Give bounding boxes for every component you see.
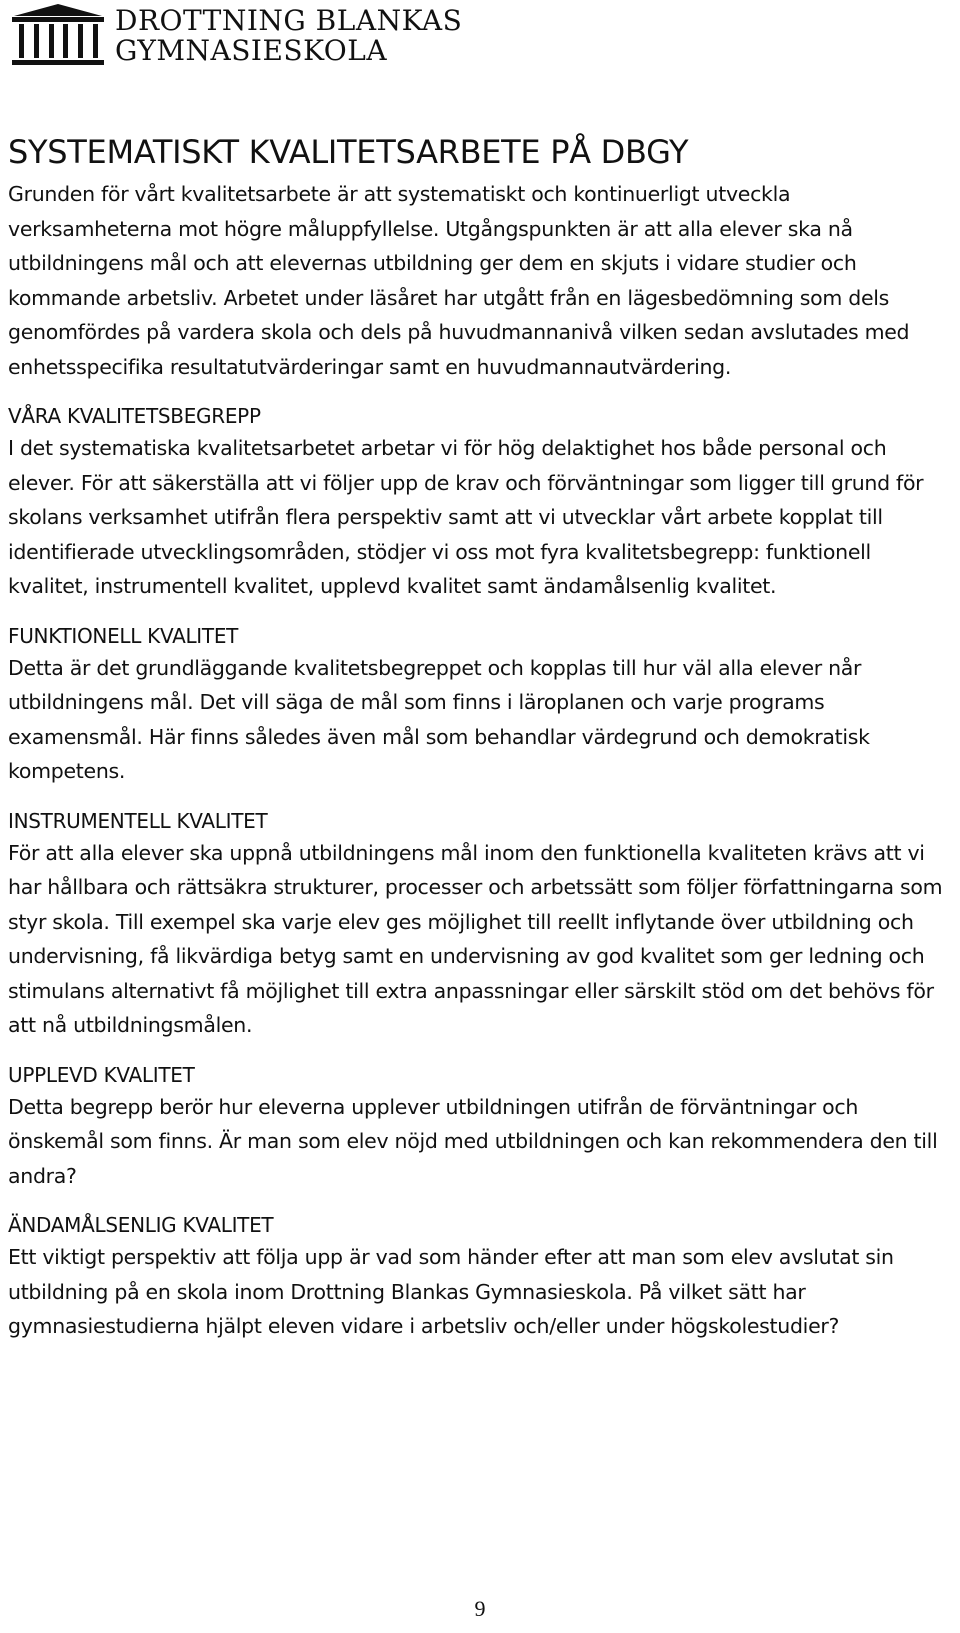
section-body: Detta är det grundläggande kvalitetsbegreppet och kopplas till hur väl alla elever når utbildningens mål. Det vill säga de mål som finns i läroplanen och varje programs examensmål. Här finns således även mål som behandlar värdegrund och demokratisk kompetens.: [8, 655, 870, 783]
section-andamalsenlig-kvalitet: [8, 1210, 948, 1344]
section-heading: INSTRUMENTELL KVALITET: [8, 808, 268, 833]
section-heading: ÄNDAMÅLSENLIG KVALITET: [8, 1213, 274, 1237]
school-logo: [8, 2, 463, 72]
document-content: [8, 132, 948, 1344]
section-upplevd-kvalitet: [8, 1060, 948, 1194]
columns-building-icon: [8, 2, 108, 70]
section-heading: UPPLEVD KVALITET: [8, 1062, 195, 1087]
section-heading: VÅRA KVALITETSBEGREPP: [8, 404, 261, 428]
section-vara-kvalitetsbegrepp: [8, 401, 948, 604]
section-funktionell-kvalitet: [8, 621, 948, 789]
page-number: 9: [474, 1596, 486, 1621]
section-body: Detta begrepp berör hur eleverna upplever utbildningen utifrån de förväntningar och önskemål som finns. Är man som elev nöjd med utbildningen och kan rekommendera den till andra?: [8, 1094, 938, 1188]
section-body: För att alla elever ska uppnå utbildningens mål inom den funktionella kvaliteten krävs att vi har hållbara och rättsäkra strukturer, processer och arbetssätt som följer författningarna som styr skola. Till exempel ska varje elev ges möjlighet till reellt inflytande över utbildning och undervisning, få likvärdiga betyg samt en undervisning av god kvalitet som ger ledning och stimulans alternativt få möjlighet till extra anpassningar eller särskilt stöd om det behövs för att nå utbildningsmålen.: [8, 840, 943, 1037]
section-body: I det systematiska kvalitetsarbetet arbetar vi för hög delaktighet hos både personal och elever. För att säkerställa att vi följer upp de krav och förväntningar som ligger till grund för skolans verksamhet utifrån flera perspektiv samt att vi utvecklar vårt arbete kopplat till identifierade utvecklingsområden, stödjer vi oss mot fyra kvalitetsbegrepp: funktionell kvalitet, instrumentell kvalitet, upplevd kvalitet samt ändamålsenlig kvalitet.: [8, 436, 924, 598]
section-heading: FUNKTIONELL KVALITET: [8, 623, 239, 648]
section-body: Ett viktigt perspektiv att följa upp är vad som händer efter att man som elev avslutat sin utbildning på en skola inom Drottning Blankas Gymnasieskola. På vilket sätt har gymnasiestudierna hjälpt eleven vidare i arbetsliv och/eller under högskolestudier?: [8, 1245, 894, 1338]
section-instrumentell-kvalitet: [8, 806, 948, 1043]
logo-text-line-2: GYMNASIESKOLA: [115, 34, 388, 67]
page-title: SYSTEMATISKT KVALITETSARBETE PÅ DBGY: [8, 133, 689, 171]
logo-text-line-1: DROTTNING BLANKAS: [115, 4, 463, 37]
intro-paragraph: Grunden för vårt kvalitetsarbete är att systematiskt och kontinuerligt utveckla verksamheterna mot högre måluppfyllelse. Utgångspunkten är att alla elever ska nå utbildningens mål och att elevernas utbildning ger dem en skjuts i vidare studier och kommande arbetsliv. Arbetet under läsåret har utgått från en lägesbedömning som dels genomfördes på vardera skola och dels på huvudmannanivå vilken sedan avslutades med enhetsspecifika resultatutvärderingar samt en huvudmannautvärdering.: [8, 182, 910, 379]
